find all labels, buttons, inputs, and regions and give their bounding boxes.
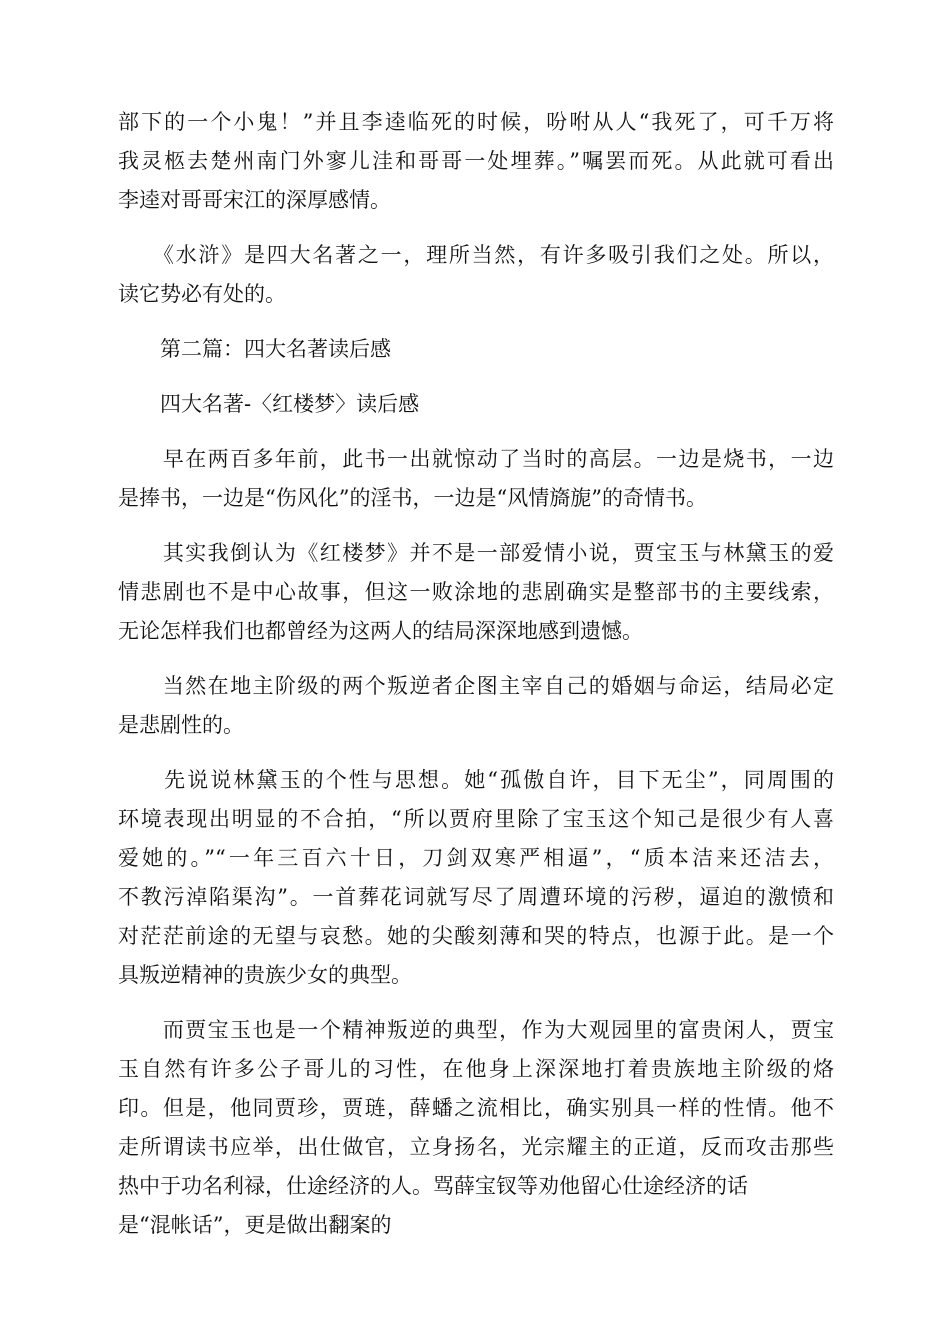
text-line: 无论怎样我们也都曾经为这两人的结局深深地感到遗憾。 — [118, 619, 643, 643]
text-line: 读它势必有处的。 — [118, 282, 286, 306]
text-line: 早在两百多年前，此书一出就惊动了当时的高层。一边是烧书，一边 — [118, 447, 834, 471]
paragraph-7 — [118, 667, 834, 745]
text-line: 其实我倒认为《红楼梦》并不是一部爱情小说，贾宝玉与林黛玉的爱 — [118, 541, 834, 565]
paragraph-9 — [118, 1011, 834, 1245]
text-line: 部下的一个小鬼！”并且李逵临死的时候，吩咐从人“我死了，可千万将 — [118, 110, 834, 134]
text-line: 走所谓读书应举，出仕做官，立身扬名，光宗耀主的正道，反而攻击那些 — [118, 1135, 834, 1159]
text-line: 不教污淖陷渠沟”。一首葬花词就写尽了周遭环境的污秽，逼迫的激愤和 — [118, 885, 834, 909]
paragraph-1 — [118, 103, 834, 220]
text-line: 而贾宝玉也是一个精神叛逆的典型，作为大观园里的富贵闲人，贾宝 — [118, 1018, 834, 1042]
paragraph-6 — [118, 534, 834, 651]
text-line: 具叛逆精神的贵族少女的典型。 — [118, 963, 412, 987]
document-page — [118, 103, 834, 1261]
text-line: 我灵柩去楚州南门外寥儿洼和哥哥一处埋葬。”嘱罢而死。从此就可看出 — [118, 149, 834, 173]
text-line: 爱她的。”“一年三百六十日，刀剑双寒严相逼”，“质本洁来还洁去， — [118, 846, 834, 870]
text-line: 热中于功名利禄，仕途经济的人。骂薛宝钗等劝他留心仕途经济的话 — [118, 1174, 748, 1198]
text-line: 先说说林黛玉的个性与思想。她“孤傲自许，目下无尘”，同周围的 — [118, 768, 834, 792]
section-heading — [118, 330, 834, 369]
section-subheading — [118, 385, 834, 424]
text-line: 玉自然有许多公子哥儿的习性，在他身上深深地打着贵族地主阶级的烙 — [118, 1057, 834, 1081]
text-line: 《水浒》是四大名著之一，理所当然，有许多吸引我们之处。所以， — [118, 243, 834, 267]
paragraph-8 — [118, 761, 834, 995]
text-line: 环境表现出明显的不合拍，“所以贾府里除了宝玉这个知己是很少有人喜 — [118, 807, 834, 831]
text-line: 四大名著-〈红楼梦〉读后感 — [118, 392, 420, 416]
text-line: 是悲剧性的。 — [118, 713, 244, 737]
text-line: 当然在地主阶级的两个叛逆者企图主宰自己的婚姻与命运，结局必定 — [118, 674, 834, 698]
text-line: 印。但是，他同贾珍，贾琏，薛蟠之流相比，确实别具一样的性情。他不 — [118, 1096, 834, 1120]
text-line: 情悲剧也不是中心故事，但这一败涂地的悲剧确实是整部书的主要线索， — [118, 580, 834, 604]
paragraph-2 — [118, 236, 834, 314]
text-line: 对茫茫前途的无望与哀愁。她的尖酸刻薄和哭的特点，也源于此。是一个 — [118, 924, 834, 948]
text-line: 是捧书，一边是“伤风化”的淫书，一边是“风情旖旎”的奇情书。 — [118, 486, 707, 510]
text-line: 是“混帐话”，更是做出翻案的 — [118, 1213, 392, 1237]
text-line: 第二篇：四大名著读后感 — [118, 337, 391, 361]
paragraph-5 — [118, 440, 834, 518]
text-line: 李逵对哥哥宋江的深厚感情。 — [118, 188, 391, 212]
